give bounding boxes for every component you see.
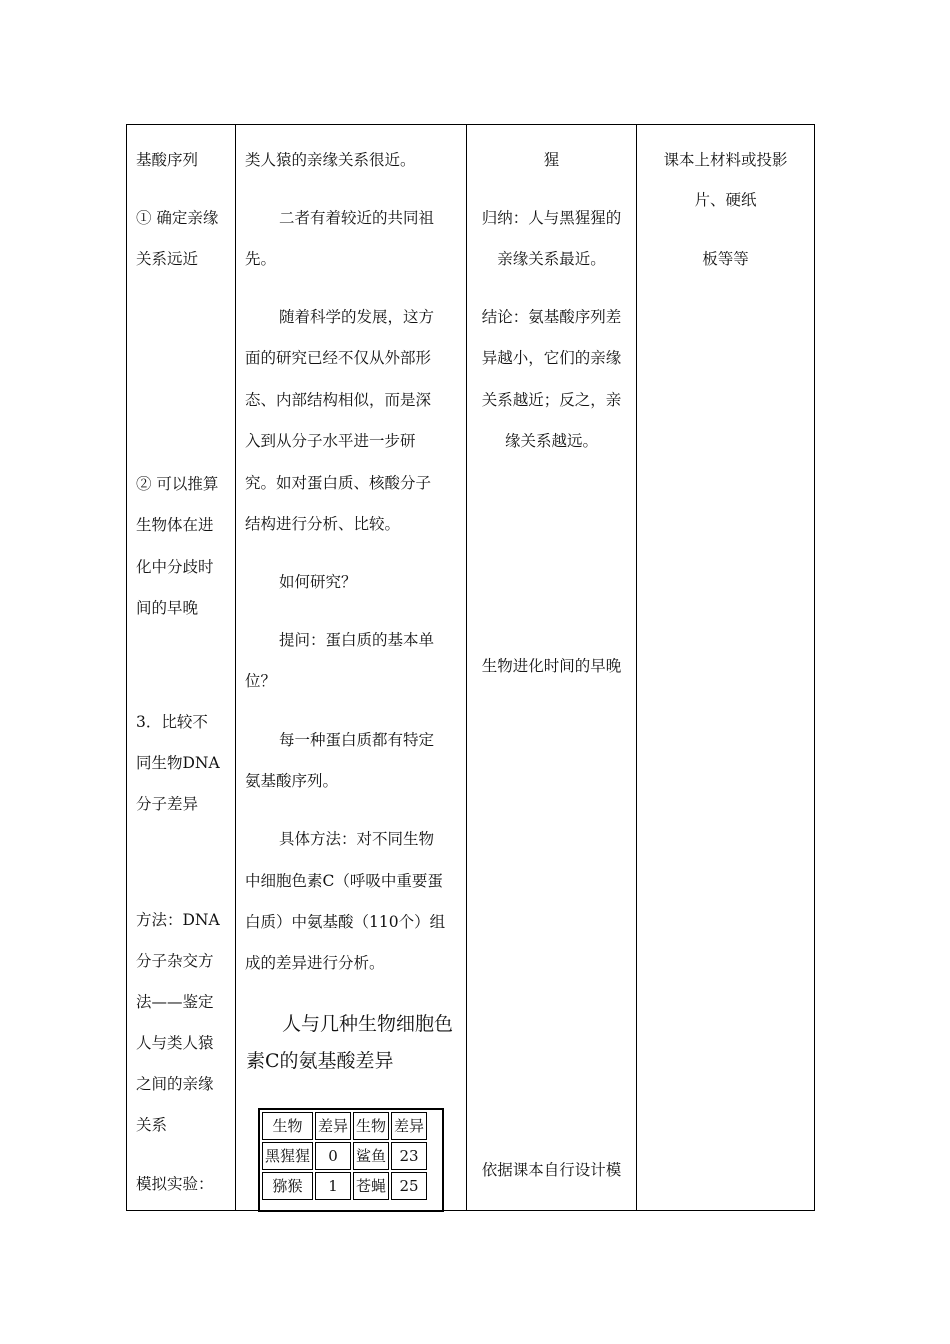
text-line: 归纳：人与黑猩猩的 [481, 209, 622, 227]
amino-acid-difference-table [258, 1108, 444, 1212]
table-header-cell: 差异 [391, 1112, 427, 1140]
text-line: 结构进行分析、比较。 [245, 515, 401, 533]
text-line: 类人猿的亲缘关系很近。 [245, 151, 416, 169]
text-line: 分子杂交方 [136, 952, 214, 970]
table-title: 人与几种生物细胞色 [282, 1013, 454, 1035]
table-cell: 苍蝇 [353, 1172, 389, 1200]
text-line: 随着科学的发展，这方 [279, 308, 435, 326]
text-line: 化中分歧时 [136, 558, 214, 576]
table-header-cell: 生物 [353, 1112, 389, 1140]
text-line: 生物体在进 [136, 516, 214, 534]
table-row [262, 1142, 427, 1170]
text-line: 具体方法：对不同生物 [279, 830, 435, 848]
table-cell: 1 [315, 1172, 351, 1200]
text-line: 模拟实验： [136, 1175, 214, 1193]
text-line: 异越小，它们的亲缘 [481, 349, 622, 367]
text-line: 中细胞色素C（呼吸中重要蛋 [245, 872, 443, 890]
text-line: 依据课本自行设计模 [481, 1161, 622, 1179]
table-title: 素C的氨基酸差异 [246, 1050, 394, 1072]
text-line: 之间的亲缘 [136, 1075, 214, 1093]
text-line: 提问：蛋白质的基本单 [279, 631, 435, 649]
text-line: 先。 [245, 250, 277, 268]
table-cell: 黑猩猩 [262, 1142, 313, 1170]
table-cell: 23 [391, 1142, 427, 1170]
table-cell: 猕猴 [262, 1172, 313, 1200]
text-line: 氨基酸序列。 [245, 772, 339, 790]
text-line: 二者有着较近的共同祖 [279, 209, 435, 227]
table-header-cell: 差异 [315, 1112, 351, 1140]
text-line: 成的差异进行分析。 [245, 954, 385, 972]
text-line: 结论：氨基酸序列差 [481, 308, 622, 326]
text-line: 3．比较不 [136, 713, 208, 731]
column-content [467, 124, 636, 1211]
text-line: 人与类人猿 [136, 1034, 214, 1052]
table-cell: 鲨鱼 [353, 1142, 389, 1170]
text-line: 基酸序列 [136, 151, 199, 169]
text-line: 白质）中氨基酸（110个）组 [245, 913, 446, 931]
text-line: 亲缘关系最近。 [497, 250, 606, 268]
text-line: 位？ [245, 672, 277, 690]
table-header-row [262, 1112, 427, 1140]
text-line: 间的早晚 [136, 599, 199, 617]
text-line: 缘关系越远。 [504, 432, 598, 450]
text-line: ① 确定亲缘 [136, 209, 219, 227]
column-content [637, 124, 814, 1211]
text-line: 每一种蛋白质都有特定 [279, 731, 435, 749]
text-line: 究。如对蛋白质、核酸分子 [245, 474, 432, 492]
text-line: 方法：DNA [136, 911, 220, 929]
text-line: 如何研究？ [279, 573, 357, 591]
text-line: 片、硬纸 [694, 191, 757, 209]
text-line: 面的研究已经不仅从外部形 [245, 349, 432, 367]
table-header-cell: 生物 [262, 1112, 313, 1140]
text-line: 分子差异 [136, 795, 199, 813]
table-cell: 0 [315, 1142, 351, 1170]
column-content [127, 124, 235, 1211]
text-line: 关系 [136, 1116, 168, 1134]
text-line: 入到从分子水平进一步研 [245, 432, 416, 450]
text-line: 板等等 [702, 250, 749, 268]
text-line: ② 可以推算 [136, 475, 219, 493]
table-cell: 25 [391, 1172, 427, 1200]
text-line: 同生物DNA [136, 754, 220, 772]
table-row [262, 1172, 427, 1200]
text-line: 态、内部结构相似，而是深 [245, 391, 432, 409]
text-line: 关系远近 [136, 250, 199, 268]
text-line: 课本上材料或投影 [663, 151, 788, 169]
text-line: 猩 [543, 151, 560, 169]
text-line: 法——鉴定 [136, 993, 214, 1011]
text-line: 关系越近；反之，亲 [481, 391, 622, 409]
text-line: 生物进化时间的早晚 [481, 657, 622, 675]
